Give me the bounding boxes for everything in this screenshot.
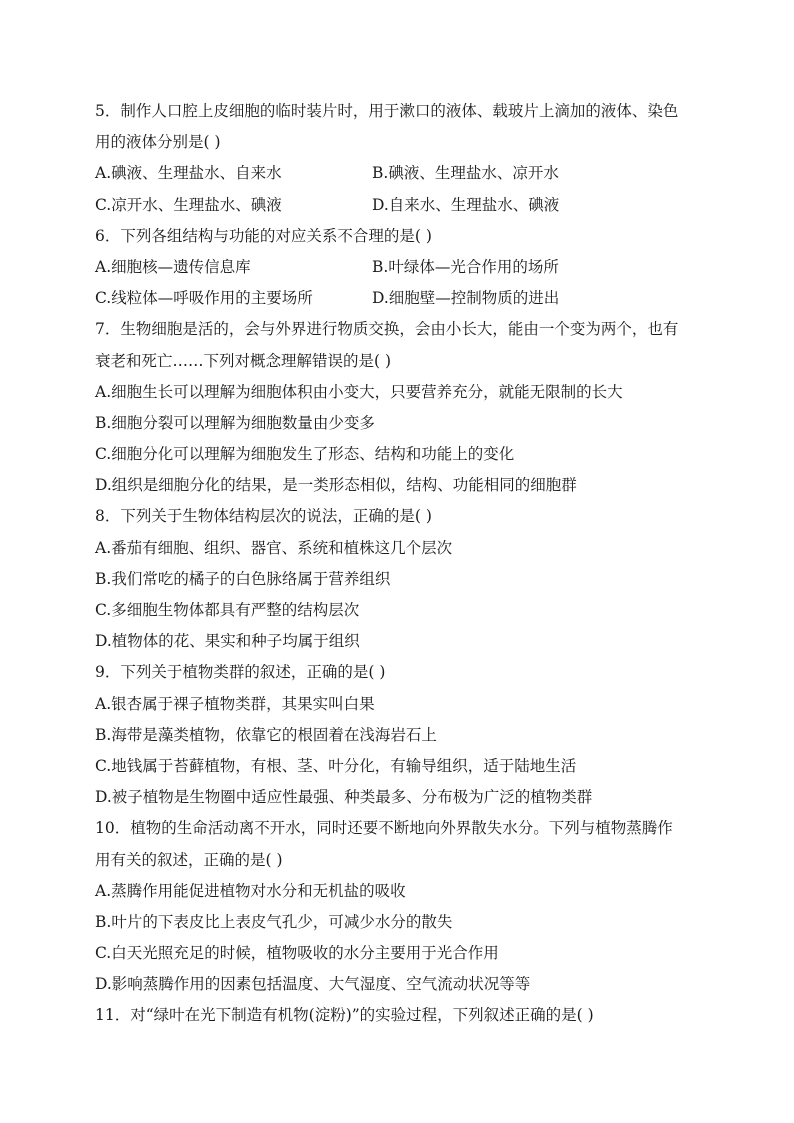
question-8: [95, 501, 705, 657]
option-c: C.白天光照充足的时候，植物吸收的水分主要用于光合作用: [95, 944, 499, 963]
option-c: C.多细胞生物体都具有严整的结构层次: [95, 601, 360, 619]
option-a: A.细胞核—遗传信息库: [95, 257, 251, 276]
question-6: [95, 221, 705, 315]
document-page: [95, 96, 705, 1032]
option-row: [95, 190, 705, 221]
option-row: [95, 158, 705, 189]
question-stem: 用的液体分别是( ): [95, 133, 221, 152]
option-d: D.自来水、生理盐水、碘液: [372, 195, 560, 214]
question-stem: 7．生物细胞是活的，会与外界进行物质交换，会由小长大，能由一个变为两个，也有: [95, 320, 679, 339]
question-10: [95, 813, 705, 1000]
option-d: D.被子植物是生物圈中适应性最强、种类最多、分布极为广泛的植物类群: [95, 788, 593, 807]
question-stem: 9．下列关于植物类群的叙述，正确的是( ): [95, 663, 386, 682]
question-7: [95, 314, 705, 501]
option-row: [95, 283, 705, 314]
question-stem: 6．下列各组结构与功能的对应关系不合理的是( ): [95, 226, 432, 245]
question-stem: 用有关的叙述，正确的是( ): [95, 850, 283, 869]
option-a: A.蒸腾作用能促进植物对水分和无机盐的吸收: [95, 881, 406, 900]
option-c: C.地钱属于苔藓植物，有根、茎、叶分化，有输导组织，适于陆地生活: [95, 756, 577, 775]
option-b: B.我们常吃的橘子的白色脉络属于营养组织: [95, 569, 391, 588]
option-c: C.细胞分化可以理解为细胞发生了形态、结构和功能上的变化: [95, 445, 515, 464]
question-stem: 衰老和死亡……下列对概念理解错误的是( ): [95, 351, 392, 370]
question-9: [95, 657, 705, 813]
question-stem: 10．植物的生命活动离不开水，同时还要不断地向外界散失水分。下列与植物蒸腾作: [95, 819, 673, 838]
option-d: D.影响蒸腾作用的因素包括温度、大气湿度、空气流动状况等等: [95, 975, 531, 994]
option-b: B.细胞分裂可以理解为细胞数量由少变多: [95, 413, 375, 432]
option-b: B.海带是藻类植物，依靠它的根固着在浅海岩石上: [95, 725, 437, 744]
question-5: [95, 96, 705, 221]
question-stem: 8．下列关于生物体结构层次的说法，正确的是( ): [95, 507, 432, 526]
option-a: A.银杏属于裸子植物类群，其果实叫白果: [95, 694, 375, 713]
option-d: D.植物体的花、果实和种子均属于组织: [95, 632, 360, 651]
question-stem: 11．对“绿叶在光下制造有机物(淀粉)”的实验过程，下列叙述正确的是( ): [95, 1006, 594, 1025]
option-d: D.组织是细胞分化的结果，是一类形态相似，结构、功能相同的细胞群: [95, 476, 577, 495]
question-stem: 5．制作人口腔上皮细胞的临时装片时，用于漱口的液体、载玻片上滴加的液体、染色: [95, 102, 679, 120]
option-b: B.叶片的下表皮比上表皮气孔少，可减少水分的散失: [95, 912, 453, 931]
option-c: C.线粒体—呼吸作用的主要场所: [95, 289, 313, 308]
option-row: [95, 252, 705, 283]
option-c: C.凉开水、生理盐水、碘液: [95, 195, 282, 214]
question-11: [95, 1000, 705, 1031]
option-d: D.细胞壁—控制物质的进出: [372, 289, 560, 308]
option-b: B.碘液、生理盐水、凉开水: [372, 164, 559, 183]
option-a: A.番茄有细胞、组织、器官、系统和植株这几个层次: [95, 538, 453, 557]
option-b: B.叶绿体—光合作用的场所: [372, 257, 559, 276]
option-a: A.碘液、生理盐水、自来水: [95, 164, 282, 183]
option-a: A.细胞生长可以理解为细胞体积由小变大，只要营养充分，就能无限制的长大: [95, 382, 623, 401]
